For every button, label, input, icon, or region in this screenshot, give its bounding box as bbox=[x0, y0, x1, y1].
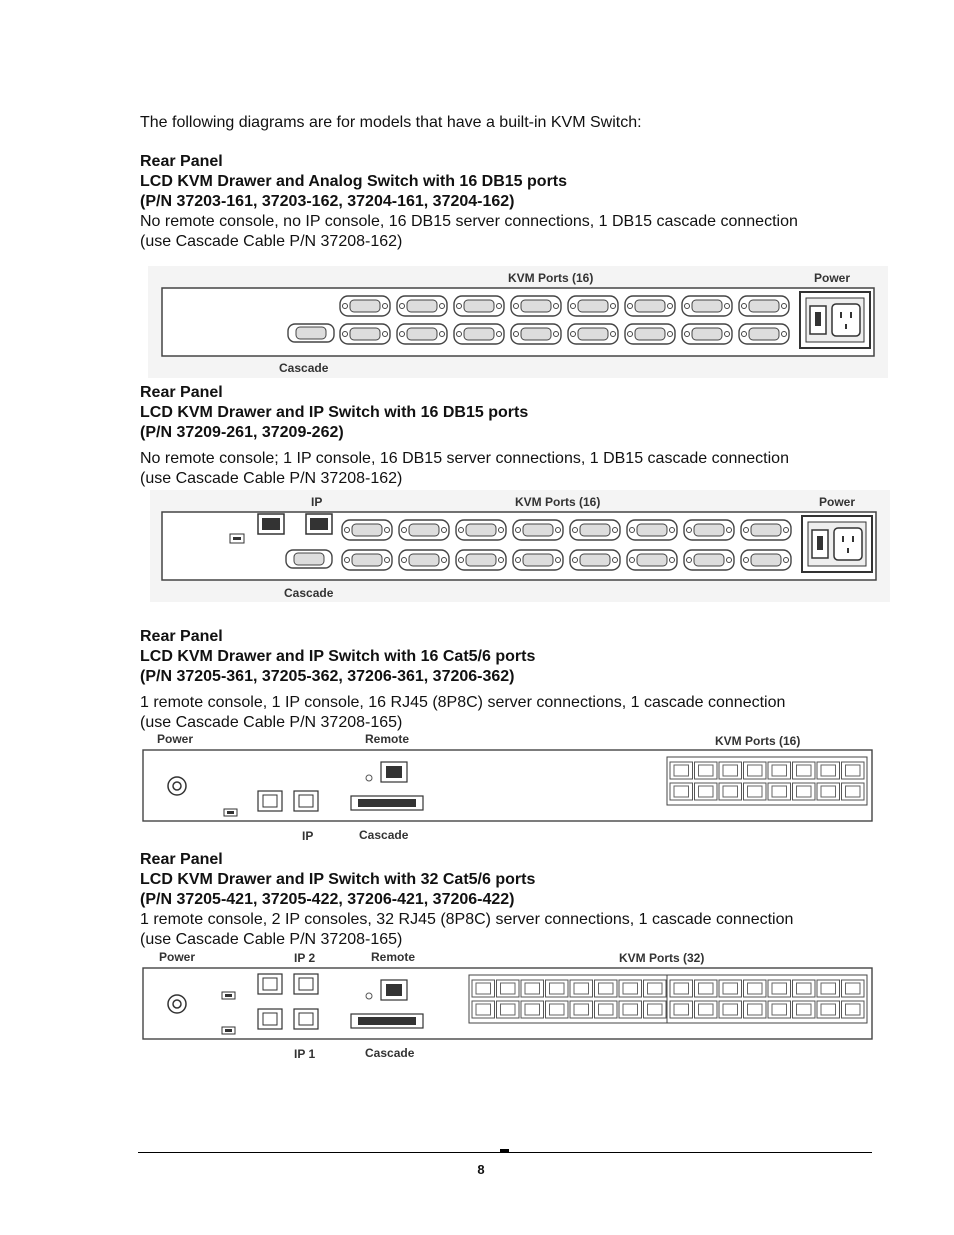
rj45-port bbox=[695, 980, 718, 997]
ip1-label: IP 1 bbox=[294, 1047, 316, 1061]
rj45-port bbox=[619, 980, 642, 997]
db15-port bbox=[399, 550, 449, 570]
db15-port bbox=[568, 324, 618, 344]
rj45-port bbox=[644, 1001, 667, 1018]
db15-port bbox=[568, 296, 618, 316]
small-port-icon bbox=[224, 809, 237, 816]
rj45-port bbox=[695, 783, 718, 800]
db15-port bbox=[625, 324, 675, 344]
footer-rule bbox=[138, 1152, 872, 1153]
rj45-port bbox=[595, 1001, 618, 1018]
cascade-label: Cascade bbox=[359, 828, 409, 842]
rj45-port bbox=[817, 762, 840, 779]
rj45-port bbox=[768, 1001, 791, 1018]
db15-port bbox=[397, 324, 447, 344]
section-cable-note: (use Cascade Cable P/N 37208-162) bbox=[140, 470, 403, 487]
section-description: No remote console, no IP console, 16 DB15 server connections, 1 DB15 cascade connection bbox=[140, 213, 798, 230]
rj45-port bbox=[570, 1001, 593, 1018]
diagram-analog-16-db15 bbox=[148, 266, 888, 378]
db15-port bbox=[682, 296, 732, 316]
rj45-port bbox=[695, 762, 718, 779]
power-inlet bbox=[800, 292, 870, 348]
power-label: Power bbox=[814, 271, 851, 285]
rj45-port bbox=[695, 1001, 718, 1018]
section-description: 1 remote console, 2 IP consoles, 32 RJ45 (8P8C) server connections, 1 cascade connection bbox=[140, 911, 794, 928]
cascade-scsi-port bbox=[351, 1014, 423, 1028]
rj45-port bbox=[744, 762, 767, 779]
cascade-db15-port bbox=[286, 550, 332, 568]
db15-port bbox=[739, 296, 789, 316]
section-ip-32-cat5 bbox=[140, 850, 880, 950]
rj45-port bbox=[670, 783, 693, 800]
rj45-port bbox=[817, 980, 840, 997]
kvm-ports-label: KVM Ports (16) bbox=[715, 734, 801, 748]
section-cable-note: (use Cascade Cable P/N 37208-165) bbox=[140, 931, 403, 948]
section-heading: Rear Panel bbox=[140, 384, 223, 401]
rj45-port-grid-left bbox=[469, 975, 669, 1023]
section-heading: Rear Panel bbox=[140, 628, 223, 645]
diagram-ip-16-cat5 bbox=[142, 730, 876, 848]
db15-port bbox=[511, 296, 561, 316]
kvm-ports-label: KVM Ports (16) bbox=[508, 271, 594, 285]
rj45-port bbox=[793, 762, 816, 779]
rj45-port bbox=[842, 762, 865, 779]
rj45-port bbox=[793, 783, 816, 800]
rj45-port bbox=[546, 1001, 569, 1018]
rj45-port bbox=[497, 1001, 520, 1018]
section-title: LCD KVM Drawer and IP Switch with 16 DB15 ports bbox=[140, 404, 529, 421]
db15-port bbox=[625, 296, 675, 316]
rj45-port bbox=[842, 980, 865, 997]
section-ip-16-db15 bbox=[140, 383, 880, 489]
db15-port bbox=[340, 324, 390, 344]
db15-port bbox=[570, 520, 620, 540]
db15-port bbox=[741, 550, 791, 570]
db15-port bbox=[340, 296, 390, 316]
diagram-ip-16-db15 bbox=[150, 490, 890, 602]
power-inlet bbox=[802, 516, 872, 572]
small-port-icon bbox=[230, 534, 244, 543]
rj45-port bbox=[670, 762, 693, 779]
section-heading: Rear Panel bbox=[140, 153, 223, 170]
cascade-label: Cascade bbox=[279, 361, 329, 375]
ip-label: IP bbox=[311, 495, 323, 509]
section-analog-16-db15 bbox=[140, 152, 880, 252]
rj45-port bbox=[719, 1001, 742, 1018]
db15-port bbox=[739, 324, 789, 344]
rj45-port bbox=[719, 783, 742, 800]
rj45-port bbox=[619, 1001, 642, 1018]
db15-port bbox=[513, 550, 563, 570]
db15-port bbox=[397, 296, 447, 316]
rj45-port bbox=[719, 980, 742, 997]
rj45-port bbox=[546, 980, 569, 997]
section-title: LCD KVM Drawer and Analog Switch with 16 DB15 ports bbox=[140, 173, 568, 190]
cascade-db15-port bbox=[288, 324, 334, 342]
rj45-port bbox=[521, 1001, 544, 1018]
cascade-scsi-port bbox=[351, 796, 423, 810]
ip2-label: IP 2 bbox=[294, 951, 316, 965]
rj45-port-grid bbox=[667, 757, 867, 805]
rj45-port bbox=[644, 980, 667, 997]
power-label: Power bbox=[819, 495, 856, 509]
rj45-port bbox=[842, 783, 865, 800]
ip-label: IP bbox=[302, 829, 314, 843]
rj45-port bbox=[842, 1001, 865, 1018]
rj45-port bbox=[472, 980, 495, 997]
db15-port bbox=[627, 550, 677, 570]
section-description: No remote console; 1 IP console, 16 DB15 server connections, 1 DB15 cascade connection bbox=[140, 450, 789, 467]
section-part-numbers: (P/N 37205-421, 37205-422, 37206-421, 37206-422) bbox=[140, 891, 515, 908]
rj45-port bbox=[472, 1001, 495, 1018]
db15-port bbox=[456, 520, 506, 540]
rj45-port bbox=[793, 1001, 816, 1018]
diagram-ip-32-cat5 bbox=[142, 948, 876, 1066]
section-part-numbers: (P/N 37205-361, 37205-362, 37206-361, 37206-362) bbox=[140, 668, 515, 685]
rj45-port bbox=[793, 980, 816, 997]
rj45-port bbox=[817, 783, 840, 800]
power-label: Power bbox=[157, 732, 194, 746]
db15-port bbox=[454, 324, 504, 344]
rj45-port bbox=[570, 980, 593, 997]
rj45-port-grid-right bbox=[667, 975, 867, 1023]
rj45-port bbox=[768, 980, 791, 997]
rj45-port bbox=[744, 1001, 767, 1018]
db15-port bbox=[741, 520, 791, 540]
db15-port bbox=[684, 550, 734, 570]
db15-port bbox=[456, 550, 506, 570]
section-ip-16-cat5 bbox=[140, 627, 880, 733]
rj45-port bbox=[768, 762, 791, 779]
rj45-port bbox=[744, 980, 767, 997]
page-number: 8 bbox=[477, 1162, 485, 1177]
remote-label: Remote bbox=[365, 732, 410, 746]
rj45-port bbox=[670, 1001, 693, 1018]
cascade-label: Cascade bbox=[365, 1046, 415, 1060]
rj45-port bbox=[497, 980, 520, 997]
kvm-ports-label: KVM Ports (16) bbox=[515, 495, 601, 509]
section-part-numbers: (P/N 37203-161, 37203-162, 37204-161, 37204-162) bbox=[140, 193, 515, 210]
section-cable-note: (use Cascade Cable P/N 37208-165) bbox=[140, 714, 403, 731]
rj45-port bbox=[521, 980, 544, 997]
intro-text: The following diagrams are for models that have a built-in KVM Switch: bbox=[140, 114, 642, 131]
db15-port bbox=[511, 324, 561, 344]
power-jack bbox=[168, 777, 186, 795]
section-heading: Rear Panel bbox=[140, 851, 223, 868]
section-title: LCD KVM Drawer and IP Switch with 32 Cat5/6 ports bbox=[140, 871, 536, 888]
rj45-port bbox=[817, 1001, 840, 1018]
power-label: Power bbox=[159, 950, 196, 964]
db15-port bbox=[513, 520, 563, 540]
db15-port bbox=[454, 296, 504, 316]
section-cable-note: (use Cascade Cable P/N 37208-162) bbox=[140, 233, 403, 250]
db15-port bbox=[684, 520, 734, 540]
db15-port bbox=[570, 550, 620, 570]
power-jack bbox=[168, 995, 186, 1013]
rj45-port bbox=[719, 762, 742, 779]
section-part-numbers: (P/N 37209-261, 37209-262) bbox=[140, 424, 344, 441]
db15-port bbox=[399, 520, 449, 540]
cascade-label: Cascade bbox=[284, 586, 334, 600]
kvm-ports-label: KVM Ports (32) bbox=[619, 951, 705, 965]
remote-label: Remote bbox=[371, 950, 416, 964]
section-description: 1 remote console, 1 IP console, 16 RJ45 (8P8C) server connections, 1 cascade connection bbox=[140, 694, 786, 711]
rj45-port bbox=[768, 783, 791, 800]
section-title: LCD KVM Drawer and IP Switch with 16 Cat5/6 ports bbox=[140, 648, 536, 665]
db15-port bbox=[342, 550, 392, 570]
rj45-port bbox=[595, 980, 618, 997]
db15-port bbox=[342, 520, 392, 540]
rj45-port bbox=[744, 783, 767, 800]
rj45-port bbox=[670, 980, 693, 997]
db15-port bbox=[682, 324, 732, 344]
db15-port bbox=[627, 520, 677, 540]
